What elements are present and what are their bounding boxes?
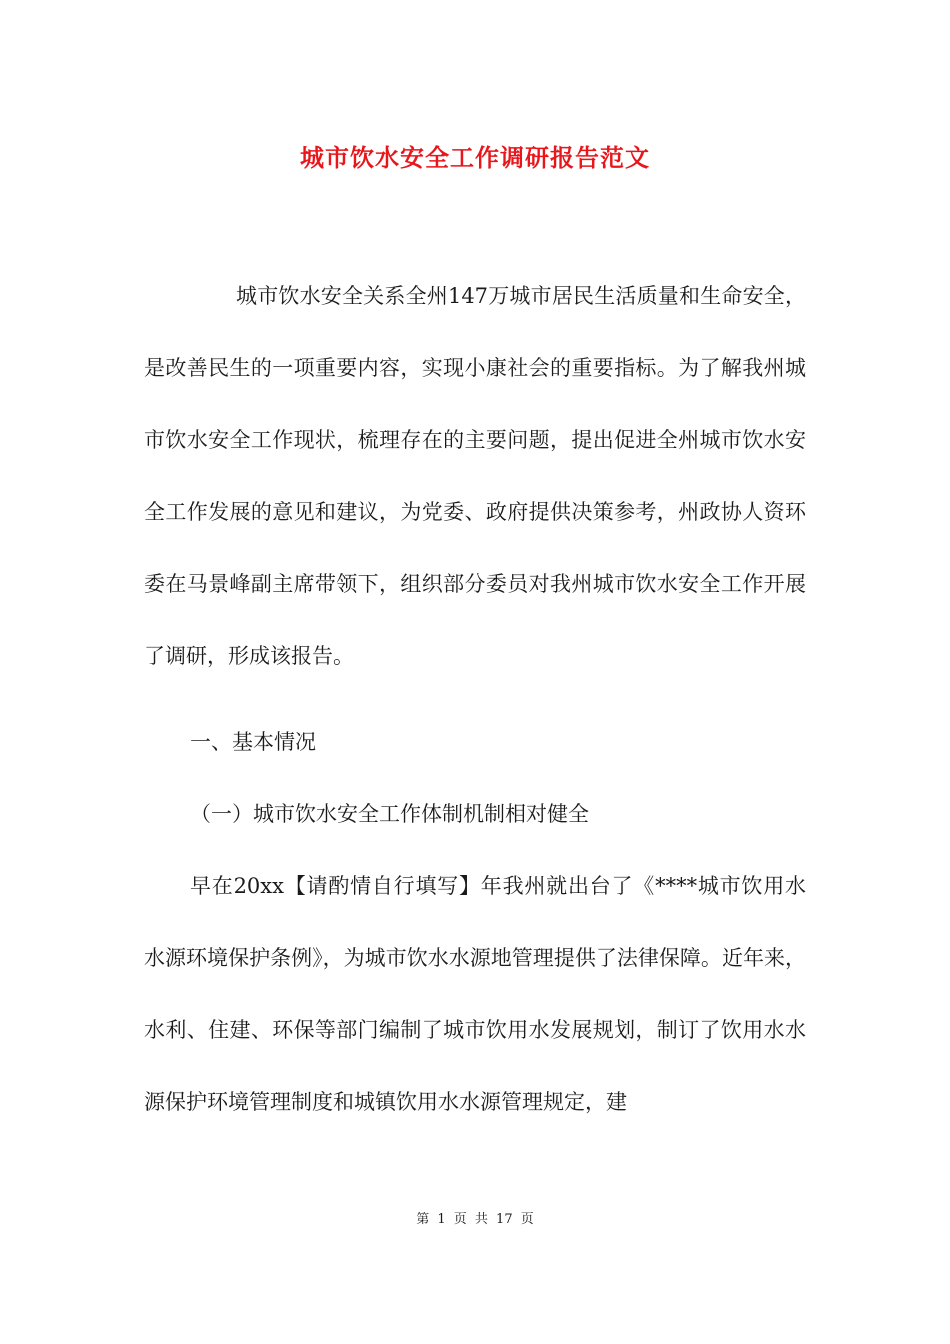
- page-footer: 第 1 页 共 17 页: [416, 1212, 534, 1227]
- body-paragraph: 早在20xx【请酌情自行填写】年我州就出台了《****城市饮用水水源环境保护条例》，为城市饮水水源地管理提供了法律保障。近年来，水利、住建、环保等部门编制了城市饮用水发展规划，制订了饮用水水源保护环境管理制度和城镇饮用水水源管理规定，建: [144, 874, 806, 1114]
- document-title: 城市饮水安全工作调研报告范文: [300, 143, 650, 172]
- section-heading: 一、基本情况: [190, 730, 316, 754]
- subsection-heading: （一）城市饮水安全工作体制机制相对健全: [190, 802, 589, 826]
- intro-paragraph: 城市饮水安全关系全州147万城市居民生活质量和生命安全，是改善民生的一项重要内容，实现小康社会的重要指标。为了解我州城市饮水安全工作现状，梳理存在的主要问题，提出促进全州城市饮水安全工作发展的意见和建议，为党委、政府提供决策参考，州政协人资环委在马景峰副主席带领下，组织部分委员对我州城市饮水安全工作开展了调研，形成该报告。: [144, 284, 806, 668]
